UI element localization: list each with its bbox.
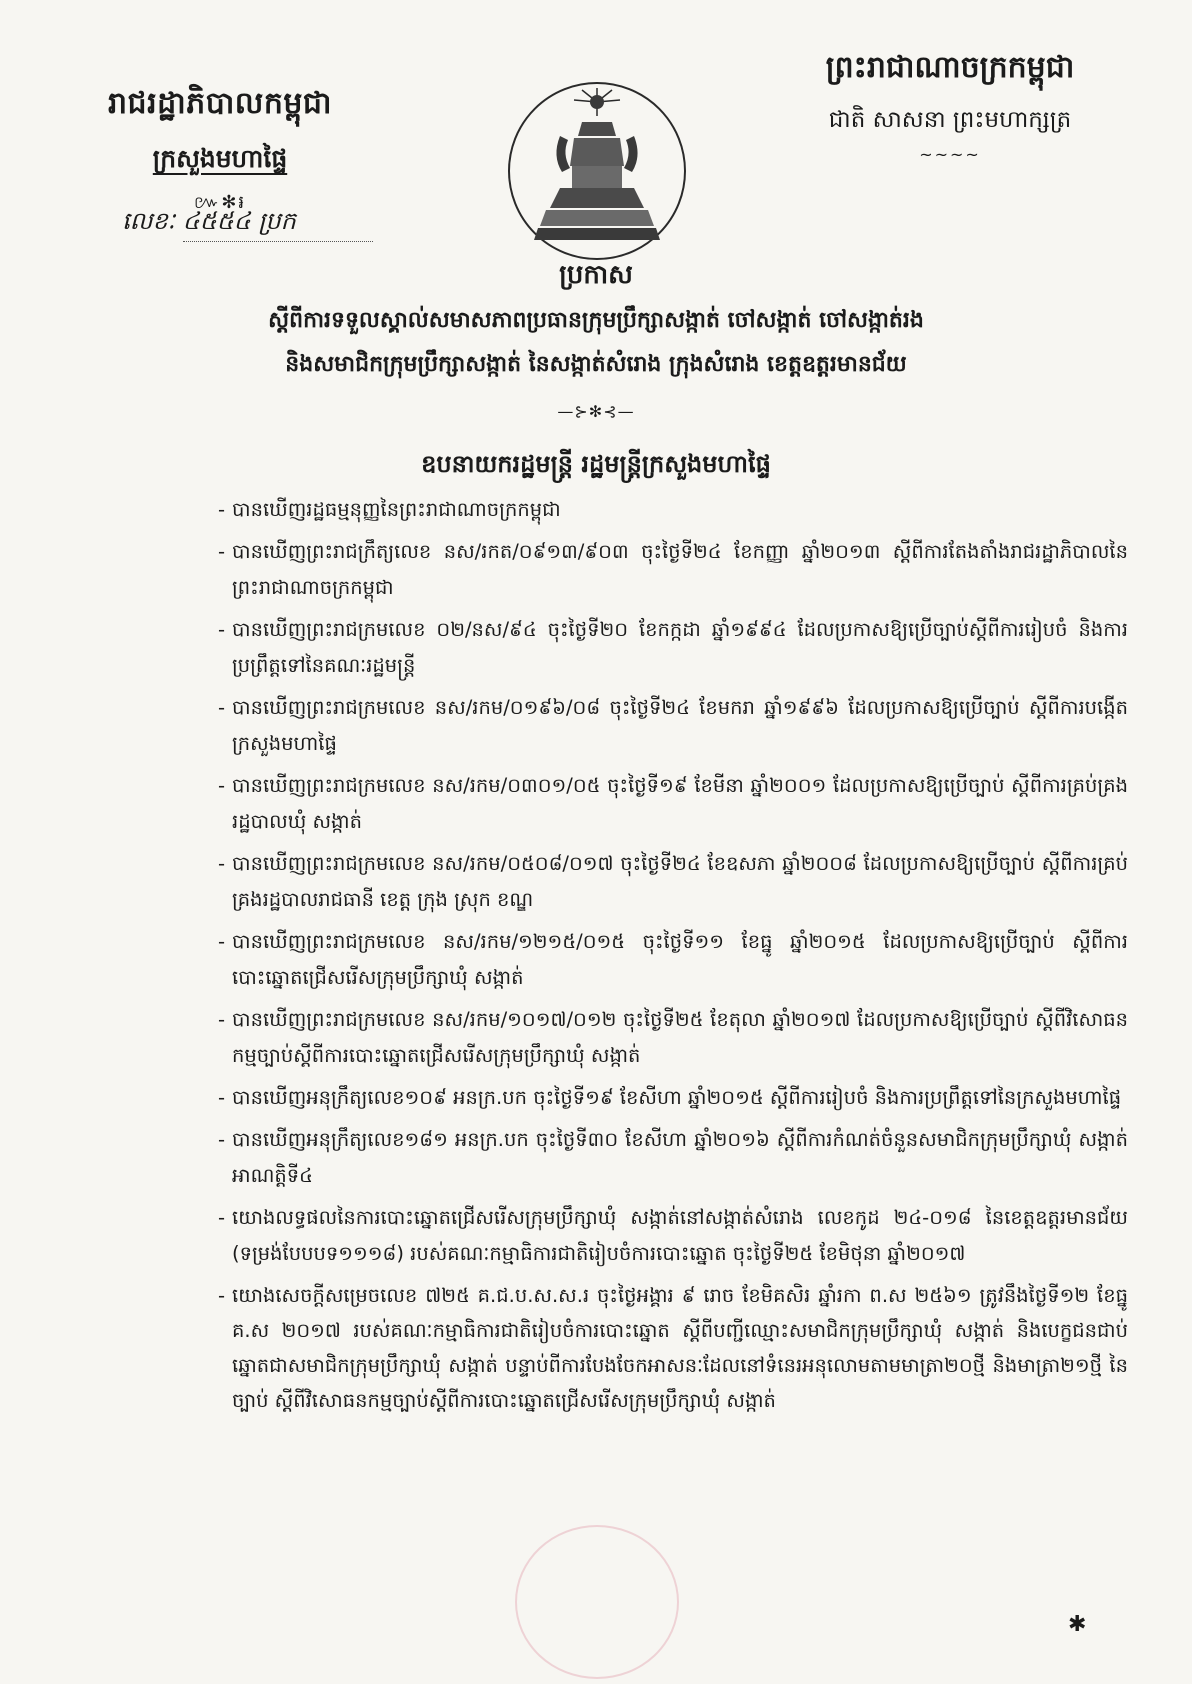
issuer-title: ឧបនាយករដ្ឋមន្ត្រី រដ្ឋមន្ត្រីក្រសួងមហាផ្ទៃ xyxy=(421,450,771,478)
recital-item: - បានឃើញព្រះរាជក្រមលេខ នស/រកម/១២១៥/០១៥ ចុះថ្ងៃទី១១ ខែធ្នូ ឆ្នាំ២០១៥ ដែលប្រកាសឱ្យប្រើច្បាប់ ស្តីពីការបោះឆ្នោតជ្រើសរើសក្រុមប្រឹក្សាឃុំ សង្កាត់ xyxy=(232,924,1128,996)
motto-ornament: ~~~~ xyxy=(919,145,981,164)
ministry-name: ក្រសួងមហាផ្ទៃ xyxy=(152,144,288,173)
recital-item: - បានឃើញព្រះរាជក្រមលេខ នស/រកម/០៥០៨/០១៧ ចុះថ្ងៃទី២៤ ខែឧសភា ឆ្នាំ២០០៨ ដែលប្រកាសឱ្យប្រើច្បាប់ ស្តីពីការគ្រប់គ្រងរដ្ឋបាលរាជធានី ខេត្ត ក្រុង ស្រុក ខណ្ឌ xyxy=(232,846,1128,918)
recital-item: - បានឃើញព្រះរាជក្រមលេខ នស/រកម/១០១៧/០១២ ចុះថ្ងៃទី២៥ ខែតុលា ឆ្នាំ២០១៧ ដែលប្រកាសឱ្យប្រើច្បាប់ ស្តីពីវិសោធនកម្មច្បាប់ស្តីពីការបោះឆ្នោតជ្រើសរើសក្រុមប្រឹក្សាឃុំ សង្កាត់ xyxy=(232,1002,1128,1074)
recital-item: - បានឃើញព្រះរាជក្រមលេខ នស/រកម/០៣០១/០៥ ចុះថ្ងៃទី១៩ ខែមីនា ឆ្នាំ២០០១ ដែលប្រកាសឱ្យប្រើច្បាប់ ស្តីពីការគ្រប់គ្រងរដ្ឋបាលឃុំ សង្កាត់ xyxy=(232,768,1128,840)
header-ornament: ៚✻៛ xyxy=(193,192,247,213)
reference-number xyxy=(122,206,373,242)
reference-label: លេខៈ xyxy=(122,207,176,235)
kingdom-block xyxy=(780,48,1120,164)
subject-line-2: និងសមាជិកក្រុមប្រឹក្សាសង្កាត់ នៃសង្កាត់សំរោង ក្រុងសំរោង ខេត្តឧត្តរមានជ័យ xyxy=(285,352,907,377)
recital-item: - បានឃើញព្រះរាជក្រឹត្យលេខ នស/រកត/០៩១៣/៩០៣ ចុះថ្ងៃទី២៤ ខែកញ្ញា ឆ្នាំ២០១៣ ស្តីពីការតែងតាំងរាជរដ្ឋាភិបាលនៃព្រះរាជាណាចក្រកម្ពុជា xyxy=(232,534,1128,606)
recital-item: - យោងលទ្ធផលនៃការបោះឆ្នោតជ្រើសរើសក្រុមប្រឹក្សាឃុំ សង្កាត់នៅសង្កាត់សំរោង លេខកូដ ២៤-០១៨ នៃខេត្តឧត្តរមានជ័យ (ទម្រង់បែបបទ១១១៨) របស់គណៈកម្មាធិការជាតិរៀបចំការបោះឆ្នោត ចុះថ្ងៃទី២៥ ខែមិថុនា ឆ្នាំ២០១៧ xyxy=(232,1200,1128,1272)
recital-item: - បានឃើញរដ្ឋធម្មនុញ្ញនៃព្រះរាជាណាចក្រកម្ពុជា xyxy=(232,492,1128,528)
document-title-block xyxy=(80,258,1112,484)
recital-item: - បានឃើញអនុក្រឹត្យលេខ១០៩ អនក្រ.បក ចុះថ្ងៃទី១៩ ខែសីហា ឆ្នាំ២០១៥ ស្តីពីការរៀបចំ និងការប្រព្រឹត្តទៅនៃក្រសួងមហាផ្ទៃ xyxy=(232,1080,1128,1116)
reference-value: ៤៥៥៤ ប្រក xyxy=(183,206,373,242)
recital-item: - បានឃើញអនុក្រឹត្យលេខ១៨១ អនក្រ.បក ចុះថ្ងៃទី៣០ ខែសីហា ឆ្នាំ២០១៦ ស្តីពីការកំណត់ចំនួនសមាជិកក្រុមប្រឹក្សាឃុំ សង្កាត់អាណត្តិទី៤ xyxy=(232,1122,1128,1194)
initial-mark: ✱ xyxy=(1068,1612,1087,1637)
recital-item: - បានឃើញព្រះរាជក្រមលេខ ០២/នស/៩៤ ចុះថ្ងៃទី២០ ខែកក្កដា ឆ្នាំ១៩៩៤ ដែលប្រកាសឱ្យប្រើច្បាប់ស្តីពីការរៀបចំ និងការប្រព្រឹត្តទៅនៃគណៈរដ្ឋមន្ត្រី xyxy=(232,612,1128,684)
recital-item: - យោងសេចក្តីសម្រេចលេខ ៧២៥ គ.ជ.ប.ស.ស.រ ចុះថ្ងៃអង្គារ ៩ រោច ខែមិគសិរ ឆ្នាំរកា ព.ស ២៥៦១ ត្រូវនឹងថ្ងៃទី១២ ខែធ្នូ គ.ស ២០១៧ របស់គណៈកម្មាធិការជាតិរៀបចំការបោះឆ្នោត ស្តីពីបញ្ជីឈ្មោះសមាជិកក្រុមប្រឹក្សាឃុំ សង្កាត់ និងបេក្ខជនជាប់ឆ្នោតជាសមាជិកក្រុមប្រឹក្សាឃុំ សង្កាត់ បន្ទាប់ពីការបែងចែកអាសនៈដែលនៅទំនេរអនុលោមតាមមាត្រា២០ថ្មី និងមាត្រា២១ថ្មី នៃច្បាប់ ស្តីពីវិសោធនកម្មច្បាប់ស្តីពីការបោះឆ្នោតជ្រើសរើសក្រុមប្រឹក្សាឃុំ សង្កាត់ xyxy=(232,1278,1128,1418)
national-motto: ជាតិ សាសនា ព្រះមហាក្សត្រ xyxy=(828,107,1072,133)
title-divider: —⊱✻⊰— xyxy=(557,402,635,421)
document-type: ប្រកាស xyxy=(559,260,633,290)
faded-seal-icon xyxy=(515,1525,679,1679)
kingdom-name: ព្រះរាជាណាចក្រកម្ពុជា xyxy=(825,50,1075,85)
royal-arms-icon xyxy=(502,76,692,266)
issuing-authority-block xyxy=(70,84,370,217)
government-name: រាជរដ្ឋាភិបាលកម្ពុជា xyxy=(108,86,332,121)
recitals-list xyxy=(232,492,1128,1424)
recital-item: - បានឃើញព្រះរាជក្រមលេខ នស/រកម/០១៩៦/០៨ ចុះថ្ងៃទី២៤ ខែមករា ឆ្នាំ១៩៩៦ ដែលប្រកាសឱ្យប្រើច្បាប់ ស្តីពីការបង្កើតក្រសួងមហាផ្ទៃ xyxy=(232,690,1128,762)
subject-line-1: ស្តីពីការទទួលស្គាល់សមាសភាពប្រធានក្រុមប្រឹក្សាសង្កាត់ ចៅសង្កាត់ ចៅសង្កាត់រង xyxy=(268,308,924,333)
